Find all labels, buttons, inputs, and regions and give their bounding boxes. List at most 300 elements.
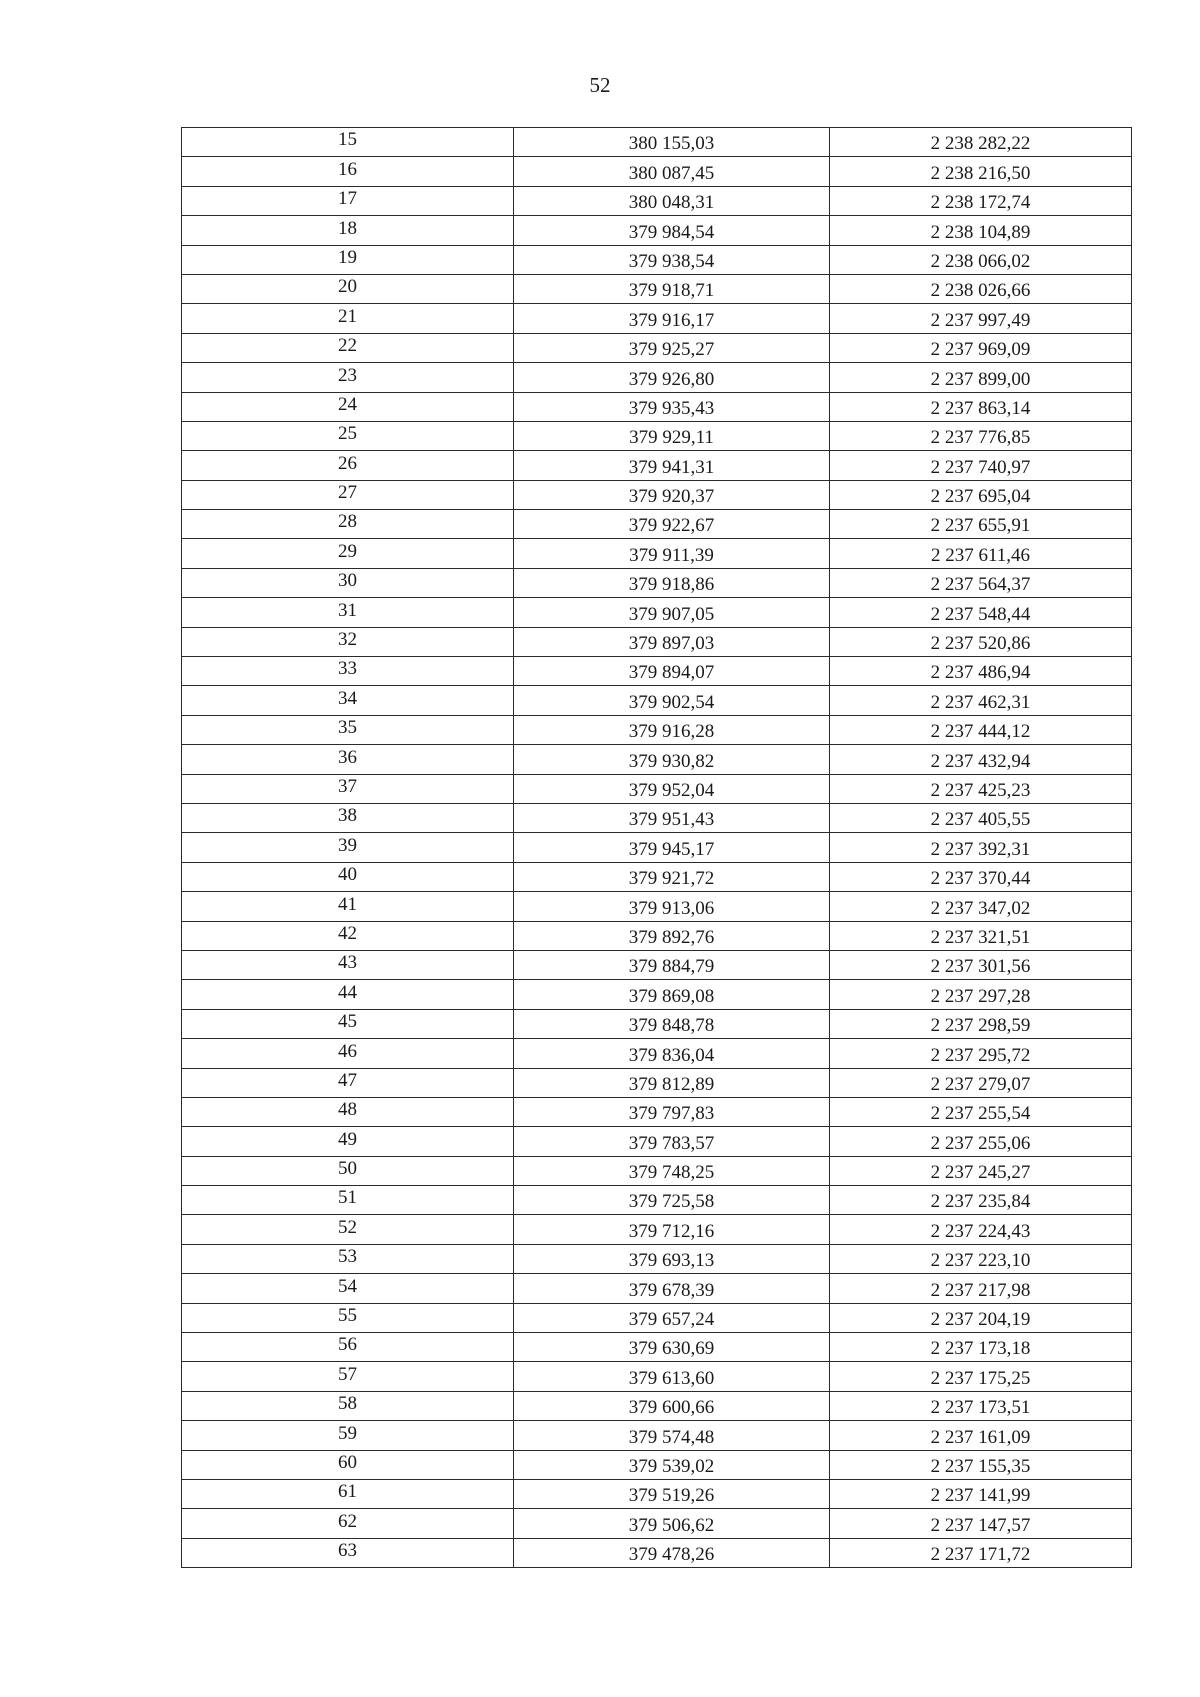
- x-coordinate-cell: [514, 128, 830, 157]
- cell-text: 55: [338, 1305, 357, 1327]
- cell-text: 35: [338, 717, 357, 739]
- table-row: [182, 627, 1132, 656]
- cell-text: 22: [338, 335, 357, 357]
- x-coordinate-cell: [514, 1538, 830, 1567]
- y-coordinate-cell: [830, 128, 1132, 157]
- x-coordinate-cell: [514, 1039, 830, 1068]
- y-coordinate-cell: [830, 1333, 1132, 1362]
- cell-text: 379 916,17: [628, 309, 715, 331]
- cell-text: 379 630,69: [628, 1338, 715, 1360]
- point-number-cell: [182, 1009, 514, 1038]
- cell-text: 28: [338, 511, 357, 533]
- point-number-cell: [182, 1274, 514, 1303]
- cell-text: 46: [338, 1040, 357, 1062]
- table-row: [182, 1450, 1132, 1479]
- cell-text: 2 237 295,72: [930, 1044, 1031, 1066]
- point-number-cell: [182, 216, 514, 245]
- cell-text: 36: [338, 746, 357, 768]
- cell-text: 379 519,26: [628, 1485, 715, 1507]
- table-row: [182, 1156, 1132, 1185]
- cell-text: 379 922,67: [628, 515, 715, 537]
- cell-text: 40: [338, 864, 357, 886]
- point-number-cell: [182, 333, 514, 362]
- cell-text: 24: [338, 393, 357, 415]
- y-coordinate-cell: [830, 1097, 1132, 1126]
- cell-text: 2 237 486,94: [930, 662, 1031, 684]
- point-number-cell: [182, 392, 514, 421]
- cell-text: 43: [338, 952, 357, 974]
- x-coordinate-cell: [514, 510, 830, 539]
- cell-text: 379 897,03: [628, 633, 715, 655]
- cell-text: 31: [338, 599, 357, 621]
- table-row: [182, 510, 1132, 539]
- y-coordinate-cell: [830, 921, 1132, 950]
- point-number-cell: [182, 451, 514, 480]
- y-coordinate-cell: [830, 510, 1132, 539]
- y-coordinate-cell: [830, 1156, 1132, 1185]
- cell-text: 2 237 204,19: [930, 1309, 1031, 1331]
- x-coordinate-cell: [514, 539, 830, 568]
- point-number-cell: [182, 421, 514, 450]
- point-number-cell: [182, 128, 514, 157]
- table-row: [182, 1097, 1132, 1126]
- cell-text: 2 237 161,09: [930, 1426, 1031, 1448]
- x-coordinate-cell: [514, 657, 830, 686]
- x-coordinate-cell: [514, 421, 830, 450]
- cell-text: 379 907,05: [628, 603, 715, 625]
- point-number-cell: [182, 1450, 514, 1479]
- cell-text: 380 155,03: [628, 133, 715, 155]
- y-coordinate-cell: [830, 157, 1132, 186]
- table-row: [182, 1509, 1132, 1538]
- x-coordinate-cell: [514, 745, 830, 774]
- table-row: [182, 1244, 1132, 1273]
- cell-text: 2 237 223,10: [930, 1250, 1031, 1272]
- y-coordinate-cell: [830, 1538, 1132, 1567]
- table-row: [182, 451, 1132, 480]
- point-number-cell: [182, 862, 514, 891]
- x-coordinate-cell: [514, 392, 830, 421]
- cell-text: 23: [338, 364, 357, 386]
- point-number-cell: [182, 980, 514, 1009]
- y-coordinate-cell: [830, 539, 1132, 568]
- cell-text: 2 237 740,97: [930, 456, 1031, 478]
- table-row: [182, 1333, 1132, 1362]
- y-coordinate-cell: [830, 304, 1132, 333]
- cell-text: 2 237 217,98: [930, 1279, 1031, 1301]
- x-coordinate-cell: [514, 833, 830, 862]
- cell-text: 379 657,24: [628, 1309, 715, 1331]
- cell-text: 2 238 216,50: [930, 162, 1031, 184]
- x-coordinate-cell: [514, 1274, 830, 1303]
- cell-text: 2 237 301,56: [930, 956, 1031, 978]
- point-number-cell: [182, 657, 514, 686]
- cell-text: 2 237 520,86: [930, 633, 1031, 655]
- cell-text: 2 237 462,31: [930, 691, 1031, 713]
- x-coordinate-cell: [514, 1127, 830, 1156]
- point-number-cell: [182, 568, 514, 597]
- table-row: [182, 1127, 1132, 1156]
- cell-text: 2 237 695,04: [930, 486, 1031, 508]
- page-number: 52: [589, 73, 611, 97]
- point-number-cell: [182, 1215, 514, 1244]
- y-coordinate-cell: [830, 1127, 1132, 1156]
- table-row: [182, 892, 1132, 921]
- cell-text: 49: [338, 1128, 357, 1150]
- point-number-cell: [182, 627, 514, 656]
- cell-text: 379 574,48: [628, 1426, 715, 1448]
- cell-text: 17: [338, 188, 357, 210]
- y-coordinate-cell: [830, 657, 1132, 686]
- cell-text: 20: [338, 276, 357, 298]
- cell-text: 52: [338, 1216, 357, 1238]
- cell-text: 379 930,82: [628, 750, 715, 772]
- cell-text: 60: [338, 1451, 357, 1473]
- cell-text: 379 926,80: [628, 368, 715, 390]
- y-coordinate-cell: [830, 862, 1132, 891]
- cell-text: 2 237 655,91: [930, 515, 1031, 537]
- point-number-cell: [182, 510, 514, 539]
- y-coordinate-cell: [830, 1009, 1132, 1038]
- cell-text: 34: [338, 687, 357, 709]
- table-row: [182, 274, 1132, 303]
- y-coordinate-cell: [830, 1274, 1132, 1303]
- point-number-cell: [182, 1362, 514, 1391]
- point-number-cell: [182, 1097, 514, 1126]
- cell-text: 379 613,60: [628, 1367, 715, 1389]
- cell-text: 379 478,26: [628, 1544, 715, 1566]
- cell-text: 379 920,37: [628, 486, 715, 508]
- point-number-cell: [182, 1509, 514, 1538]
- x-coordinate-cell: [514, 363, 830, 392]
- cell-text: 27: [338, 482, 357, 504]
- table-row: [182, 1421, 1132, 1450]
- y-coordinate-cell: [830, 715, 1132, 744]
- x-coordinate-cell: [514, 216, 830, 245]
- cell-text: 2 237 141,99: [930, 1485, 1031, 1507]
- cell-text: 2 237 245,27: [930, 1162, 1031, 1184]
- table-row: [182, 1009, 1132, 1038]
- cell-text: 62: [338, 1510, 357, 1532]
- cell-text: 379 913,06: [628, 897, 715, 919]
- point-number-cell: [182, 598, 514, 627]
- cell-text: 2 237 776,85: [930, 427, 1031, 449]
- cell-text: 379 812,89: [628, 1073, 715, 1095]
- y-coordinate-cell: [830, 892, 1132, 921]
- y-coordinate-cell: [830, 333, 1132, 362]
- cell-text: 379 712,16: [628, 1220, 715, 1242]
- cell-text: 380 087,45: [628, 162, 715, 184]
- y-coordinate-cell: [830, 186, 1132, 215]
- y-coordinate-cell: [830, 1186, 1132, 1215]
- cell-text: 32: [338, 629, 357, 651]
- point-number-cell: [182, 539, 514, 568]
- cell-text: 379 678,39: [628, 1279, 715, 1301]
- y-coordinate-cell: [830, 1244, 1132, 1273]
- cell-text: 41: [338, 893, 357, 915]
- cell-text: 2 238 026,66: [930, 280, 1031, 302]
- x-coordinate-cell: [514, 715, 830, 744]
- cell-text: 379 921,72: [628, 868, 715, 890]
- cell-text: 2 237 171,72: [930, 1544, 1031, 1566]
- cell-text: 2 238 066,02: [930, 250, 1031, 272]
- cell-text: 2 237 224,43: [930, 1220, 1031, 1242]
- table-row: [182, 1538, 1132, 1567]
- x-coordinate-cell: [514, 1362, 830, 1391]
- point-number-cell: [182, 304, 514, 333]
- x-coordinate-cell: [514, 1450, 830, 1479]
- x-coordinate-cell: [514, 1244, 830, 1273]
- table-row: [182, 774, 1132, 803]
- point-number-cell: [182, 274, 514, 303]
- table-row: [182, 1479, 1132, 1508]
- cell-text: 51: [338, 1187, 357, 1209]
- cell-text: 379 506,62: [628, 1514, 715, 1536]
- x-coordinate-cell: [514, 1097, 830, 1126]
- y-coordinate-cell: [830, 392, 1132, 421]
- x-coordinate-cell: [514, 892, 830, 921]
- cell-text: 33: [338, 658, 357, 680]
- y-coordinate-cell: [830, 1421, 1132, 1450]
- y-coordinate-cell: [830, 451, 1132, 480]
- y-coordinate-cell: [830, 1479, 1132, 1508]
- point-number-cell: [182, 1538, 514, 1567]
- point-number-cell: [182, 1068, 514, 1097]
- point-number-cell: [182, 1303, 514, 1332]
- cell-text: 2 237 392,31: [930, 838, 1031, 860]
- table-row: [182, 568, 1132, 597]
- point-number-cell: [182, 950, 514, 979]
- cell-text: 42: [338, 922, 357, 944]
- table-row: [182, 686, 1132, 715]
- cell-text: 2 237 255,54: [930, 1103, 1031, 1125]
- cell-text: 2 237 425,23: [930, 779, 1031, 801]
- cell-text: 2 237 173,51: [930, 1397, 1031, 1419]
- cell-text: 53: [338, 1246, 357, 1268]
- table-row: [182, 833, 1132, 862]
- x-coordinate-cell: [514, 1186, 830, 1215]
- cell-text: 2 238 172,74: [930, 192, 1031, 214]
- table-row: [182, 186, 1132, 215]
- cell-text: 30: [338, 570, 357, 592]
- table-row: [182, 715, 1132, 744]
- y-coordinate-cell: [830, 568, 1132, 597]
- y-coordinate-cell: [830, 274, 1132, 303]
- x-coordinate-cell: [514, 686, 830, 715]
- table-row: [182, 1215, 1132, 1244]
- table-row: [182, 1274, 1132, 1303]
- cell-text: 2 237 321,51: [930, 926, 1031, 948]
- point-number-cell: [182, 774, 514, 803]
- table-row: [182, 157, 1132, 186]
- y-coordinate-cell: [830, 950, 1132, 979]
- cell-text: 2 237 235,84: [930, 1191, 1031, 1213]
- y-coordinate-cell: [830, 1450, 1132, 1479]
- cell-text: 2 237 155,35: [930, 1455, 1031, 1477]
- cell-text: 2 237 444,12: [930, 721, 1031, 743]
- x-coordinate-cell: [514, 921, 830, 950]
- point-number-cell: [182, 1333, 514, 1362]
- cell-text: 38: [338, 805, 357, 827]
- cell-text: 379 884,79: [628, 956, 715, 978]
- cell-text: 26: [338, 452, 357, 474]
- cell-text: 379 916,28: [628, 721, 715, 743]
- cell-text: 2 237 863,14: [930, 397, 1031, 419]
- cell-text: 15: [338, 129, 357, 151]
- point-number-cell: [182, 921, 514, 950]
- cell-text: 379 918,86: [628, 574, 715, 596]
- x-coordinate-cell: [514, 304, 830, 333]
- table-row: [182, 539, 1132, 568]
- x-coordinate-cell: [514, 1303, 830, 1332]
- y-coordinate-cell: [830, 980, 1132, 1009]
- y-coordinate-cell: [830, 627, 1132, 656]
- cell-text: 58: [338, 1393, 357, 1415]
- point-number-cell: [182, 1156, 514, 1185]
- cell-text: 50: [338, 1158, 357, 1180]
- x-coordinate-cell: [514, 862, 830, 891]
- cell-text: 2 237 175,25: [930, 1367, 1031, 1389]
- table-row: [182, 950, 1132, 979]
- cell-text: 54: [338, 1275, 357, 1297]
- point-number-cell: [182, 833, 514, 862]
- cell-text: 18: [338, 217, 357, 239]
- cell-text: 2 237 969,09: [930, 339, 1031, 361]
- point-number-cell: [182, 1039, 514, 1068]
- cell-text: 2 237 279,07: [930, 1073, 1031, 1095]
- point-number-cell: [182, 1479, 514, 1508]
- cell-text: 2 237 255,06: [930, 1132, 1031, 1154]
- point-number-cell: [182, 363, 514, 392]
- coordinates-table: [181, 127, 1132, 1568]
- cell-text: 379 938,54: [628, 250, 715, 272]
- table-row: [182, 1391, 1132, 1420]
- table-row: [182, 1039, 1132, 1068]
- table-row: [182, 803, 1132, 832]
- cell-text: 2 237 432,94: [930, 750, 1031, 772]
- y-coordinate-cell: [830, 598, 1132, 627]
- cell-text: 2 238 104,89: [930, 221, 1031, 243]
- y-coordinate-cell: [830, 1391, 1132, 1420]
- x-coordinate-cell: [514, 1068, 830, 1097]
- x-coordinate-cell: [514, 774, 830, 803]
- table-row: [182, 304, 1132, 333]
- y-coordinate-cell: [830, 686, 1132, 715]
- cell-text: 59: [338, 1422, 357, 1444]
- table-row: [182, 1362, 1132, 1391]
- x-coordinate-cell: [514, 1333, 830, 1362]
- x-coordinate-cell: [514, 627, 830, 656]
- x-coordinate-cell: [514, 568, 830, 597]
- x-coordinate-cell: [514, 1156, 830, 1185]
- table-row: [182, 421, 1132, 450]
- point-number-cell: [182, 686, 514, 715]
- cell-text: 57: [338, 1363, 357, 1385]
- table-row: [182, 392, 1132, 421]
- cell-text: 63: [338, 1540, 357, 1562]
- y-coordinate-cell: [830, 1039, 1132, 1068]
- x-coordinate-cell: [514, 480, 830, 509]
- cell-text: 2 237 297,28: [930, 985, 1031, 1007]
- x-coordinate-cell: [514, 1391, 830, 1420]
- x-coordinate-cell: [514, 950, 830, 979]
- cell-text: 2 237 405,55: [930, 809, 1031, 831]
- point-number-cell: [182, 715, 514, 744]
- cell-text: 379 725,58: [628, 1191, 715, 1213]
- point-number-cell: [182, 1244, 514, 1273]
- cell-text: 16: [338, 158, 357, 180]
- cell-text: 379 911,39: [629, 544, 714, 566]
- cell-text: 379 929,11: [629, 427, 714, 449]
- point-number-cell: [182, 803, 514, 832]
- x-coordinate-cell: [514, 157, 830, 186]
- cell-text: 2 237 147,57: [930, 1514, 1031, 1536]
- y-coordinate-cell: [830, 1303, 1132, 1332]
- point-number-cell: [182, 245, 514, 274]
- table-row: [182, 245, 1132, 274]
- x-coordinate-cell: [514, 598, 830, 627]
- cell-text: 25: [338, 423, 357, 445]
- cell-text: 379 941,31: [628, 456, 715, 478]
- y-coordinate-cell: [830, 480, 1132, 509]
- table-row: [182, 1068, 1132, 1097]
- cell-text: 2 237 899,00: [930, 368, 1031, 390]
- y-coordinate-cell: [830, 1509, 1132, 1538]
- cell-text: 379 848,78: [628, 1015, 715, 1037]
- cell-text: 44: [338, 981, 357, 1003]
- table-row: [182, 745, 1132, 774]
- x-coordinate-cell: [514, 1509, 830, 1538]
- cell-text: 379 918,71: [628, 280, 715, 302]
- cell-text: 379 925,27: [628, 339, 715, 361]
- point-number-cell: [182, 1391, 514, 1420]
- y-coordinate-cell: [830, 745, 1132, 774]
- cell-text: 61: [338, 1481, 357, 1503]
- cell-text: 380 048,31: [628, 192, 715, 214]
- x-coordinate-cell: [514, 803, 830, 832]
- x-coordinate-cell: [514, 274, 830, 303]
- table-row: [182, 598, 1132, 627]
- point-number-cell: [182, 1421, 514, 1450]
- y-coordinate-cell: [830, 1215, 1132, 1244]
- point-number-cell: [182, 186, 514, 215]
- x-coordinate-cell: [514, 1479, 830, 1508]
- cell-text: 2 237 298,59: [930, 1015, 1031, 1037]
- cell-text: 2 237 173,18: [930, 1338, 1031, 1360]
- cell-text: 379 600,66: [628, 1397, 715, 1419]
- x-coordinate-cell: [514, 451, 830, 480]
- cell-text: 379 902,54: [628, 691, 715, 713]
- cell-text: 379 935,43: [628, 397, 715, 419]
- y-coordinate-cell: [830, 216, 1132, 245]
- cell-text: 47: [338, 1069, 357, 1091]
- cell-text: 379 894,07: [628, 662, 715, 684]
- coordinates-table-body: [182, 128, 1132, 1568]
- x-coordinate-cell: [514, 980, 830, 1009]
- point-number-cell: [182, 480, 514, 509]
- table-row: [182, 980, 1132, 1009]
- cell-text: 379 892,76: [628, 926, 715, 948]
- x-coordinate-cell: [514, 186, 830, 215]
- cell-text: 29: [338, 540, 357, 562]
- cell-text: 2 237 564,37: [930, 574, 1031, 596]
- table-row: [182, 480, 1132, 509]
- y-coordinate-cell: [830, 1068, 1132, 1097]
- cell-text: 379 945,17: [628, 838, 715, 860]
- cell-text: 379 951,43: [628, 809, 715, 831]
- cell-text: 2 237 548,44: [930, 603, 1031, 625]
- table-row: [182, 862, 1132, 891]
